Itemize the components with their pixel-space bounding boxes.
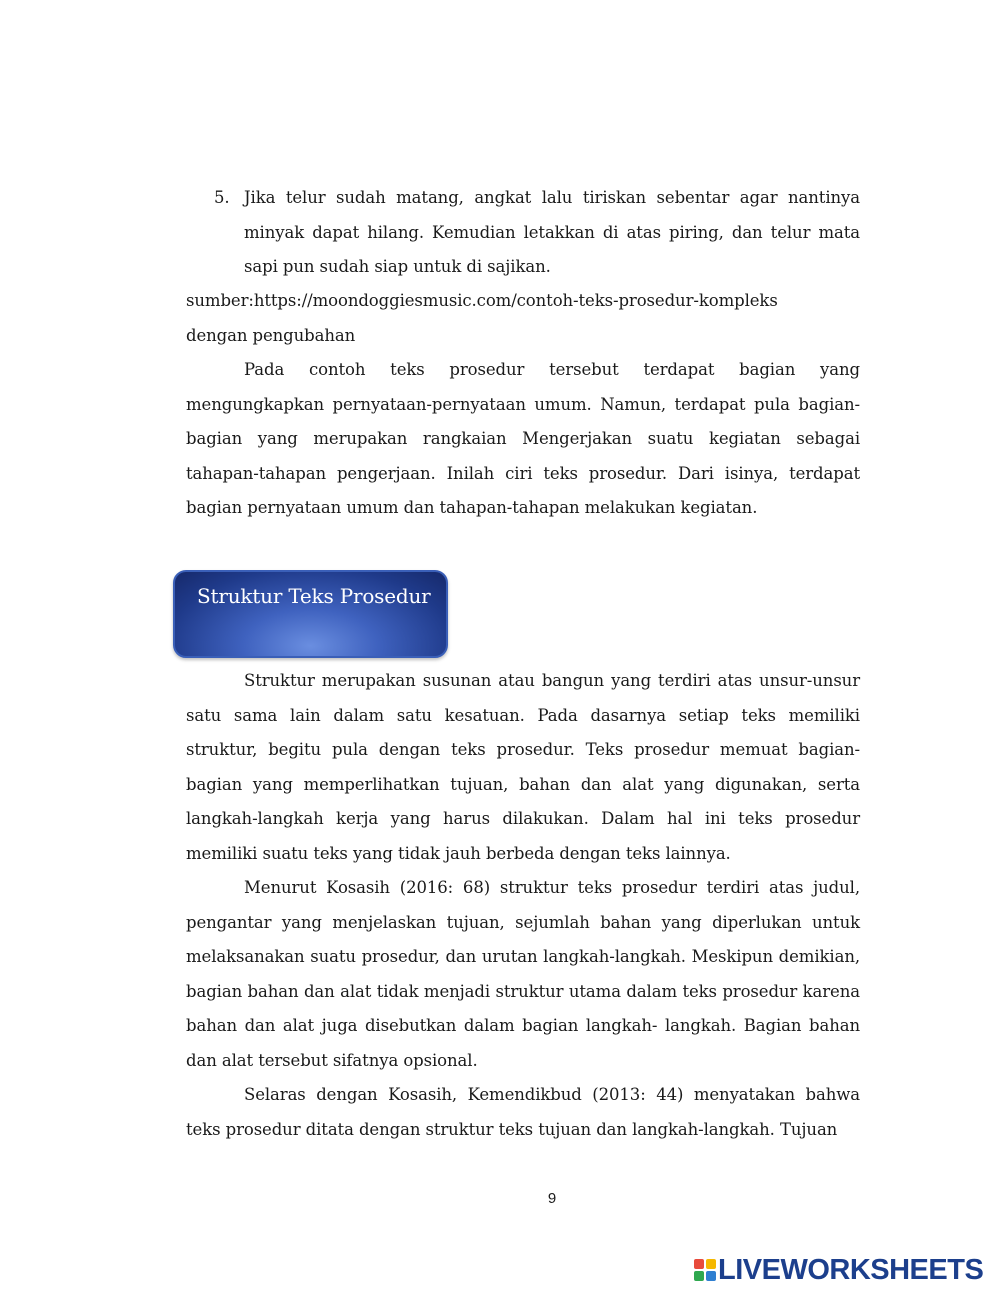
paragraph-3: Menurut Kosasih (2016: 68) struktur teks prosedur terdiri atas judul, pengantar yang menjelaskan tujuan, sejumlah bahan yang diperlukan untuk melaksanakan suatu prosedur, dan urutan langkah-langkah. Meskipun demikian, bagian bahan dan alat tidak menjadi struktur utama dalam teks prosedur karena bahan dan alat juga disebutkan dalam bagian langkah- langkah. Bagian bahan dan alat tersebut sifatnya opsional. xyxy=(186,878,860,1070)
section-heading-box xyxy=(173,570,448,658)
paragraph-2: Struktur merupakan susunan atau bangun yang terdiri atas unsur-unsur satu sama lain dalam satu kesatuan. Pada dasarnya setiap teks memiliki struktur, begitu pula dengan teks prosedur. Teks prosedur memuat bagian-bagian yang memperlihatkan tujuan, bahan dan alat yang digunakan, serta langkah-langkah kerja yang harus dilakukan. Dalam hal ini teks prosedur memiliki suatu teks yang tidak jauh berbeda dengan teks lainnya. xyxy=(186,671,860,863)
source-note-line: dengan pengubahan xyxy=(186,325,356,345)
logo-square-blue xyxy=(706,1271,716,1281)
liveworksheets-logo-icon xyxy=(694,1259,716,1281)
list-item-5 xyxy=(214,181,860,285)
source-url-line: sumber:https://moondoggiesmusic.com/contoh-teks-prosedur-kompleks xyxy=(186,291,778,310)
liveworksheets-logo-text: LIVEWORKSHEETS xyxy=(718,1254,984,1286)
list-item-text: Jika telur sudah matang, angkat lalu tiriskan sebentar agar nantinya minyak dapat hilang. Kemudian letakkan di atas piring, dan telur mata sapi pun sudah siap untuk di sajikan. xyxy=(244,188,860,276)
logo-square-yellow xyxy=(706,1259,716,1269)
paragraph-4: Selaras dengan Kosasih, Kemendikbud (2013: 44) menyatakan bahwa teks prosedur ditata dengan struktur teks tujuan dan langkah-langkah. Tujuan xyxy=(186,1085,860,1139)
source-citation xyxy=(186,284,866,353)
page-number: 9 xyxy=(547,1190,557,1207)
logo-square-green xyxy=(694,1271,704,1281)
paragraph-1: Pada contoh teks prosedur tersebut terdapat bagian yang mengungkapkan pernyataan-pernyataan umum. Namun, terdapat pula bagian-bagian yang merupakan rangkaian Mengerjakan suatu kegiatan sebagai tahapan-tahapan pengerjaan. Inilah ciri teks prosedur. Dari isinya, terdapat bagian pernyataan umum dan tahapan-tahapan melakukan kegiatan. xyxy=(186,360,860,517)
liveworksheets-logo[interactable] xyxy=(694,1255,983,1285)
logo-square-red xyxy=(694,1259,704,1269)
list-number: 5. xyxy=(214,188,230,207)
section-heading: Struktur Teks Prosedur xyxy=(197,584,431,608)
